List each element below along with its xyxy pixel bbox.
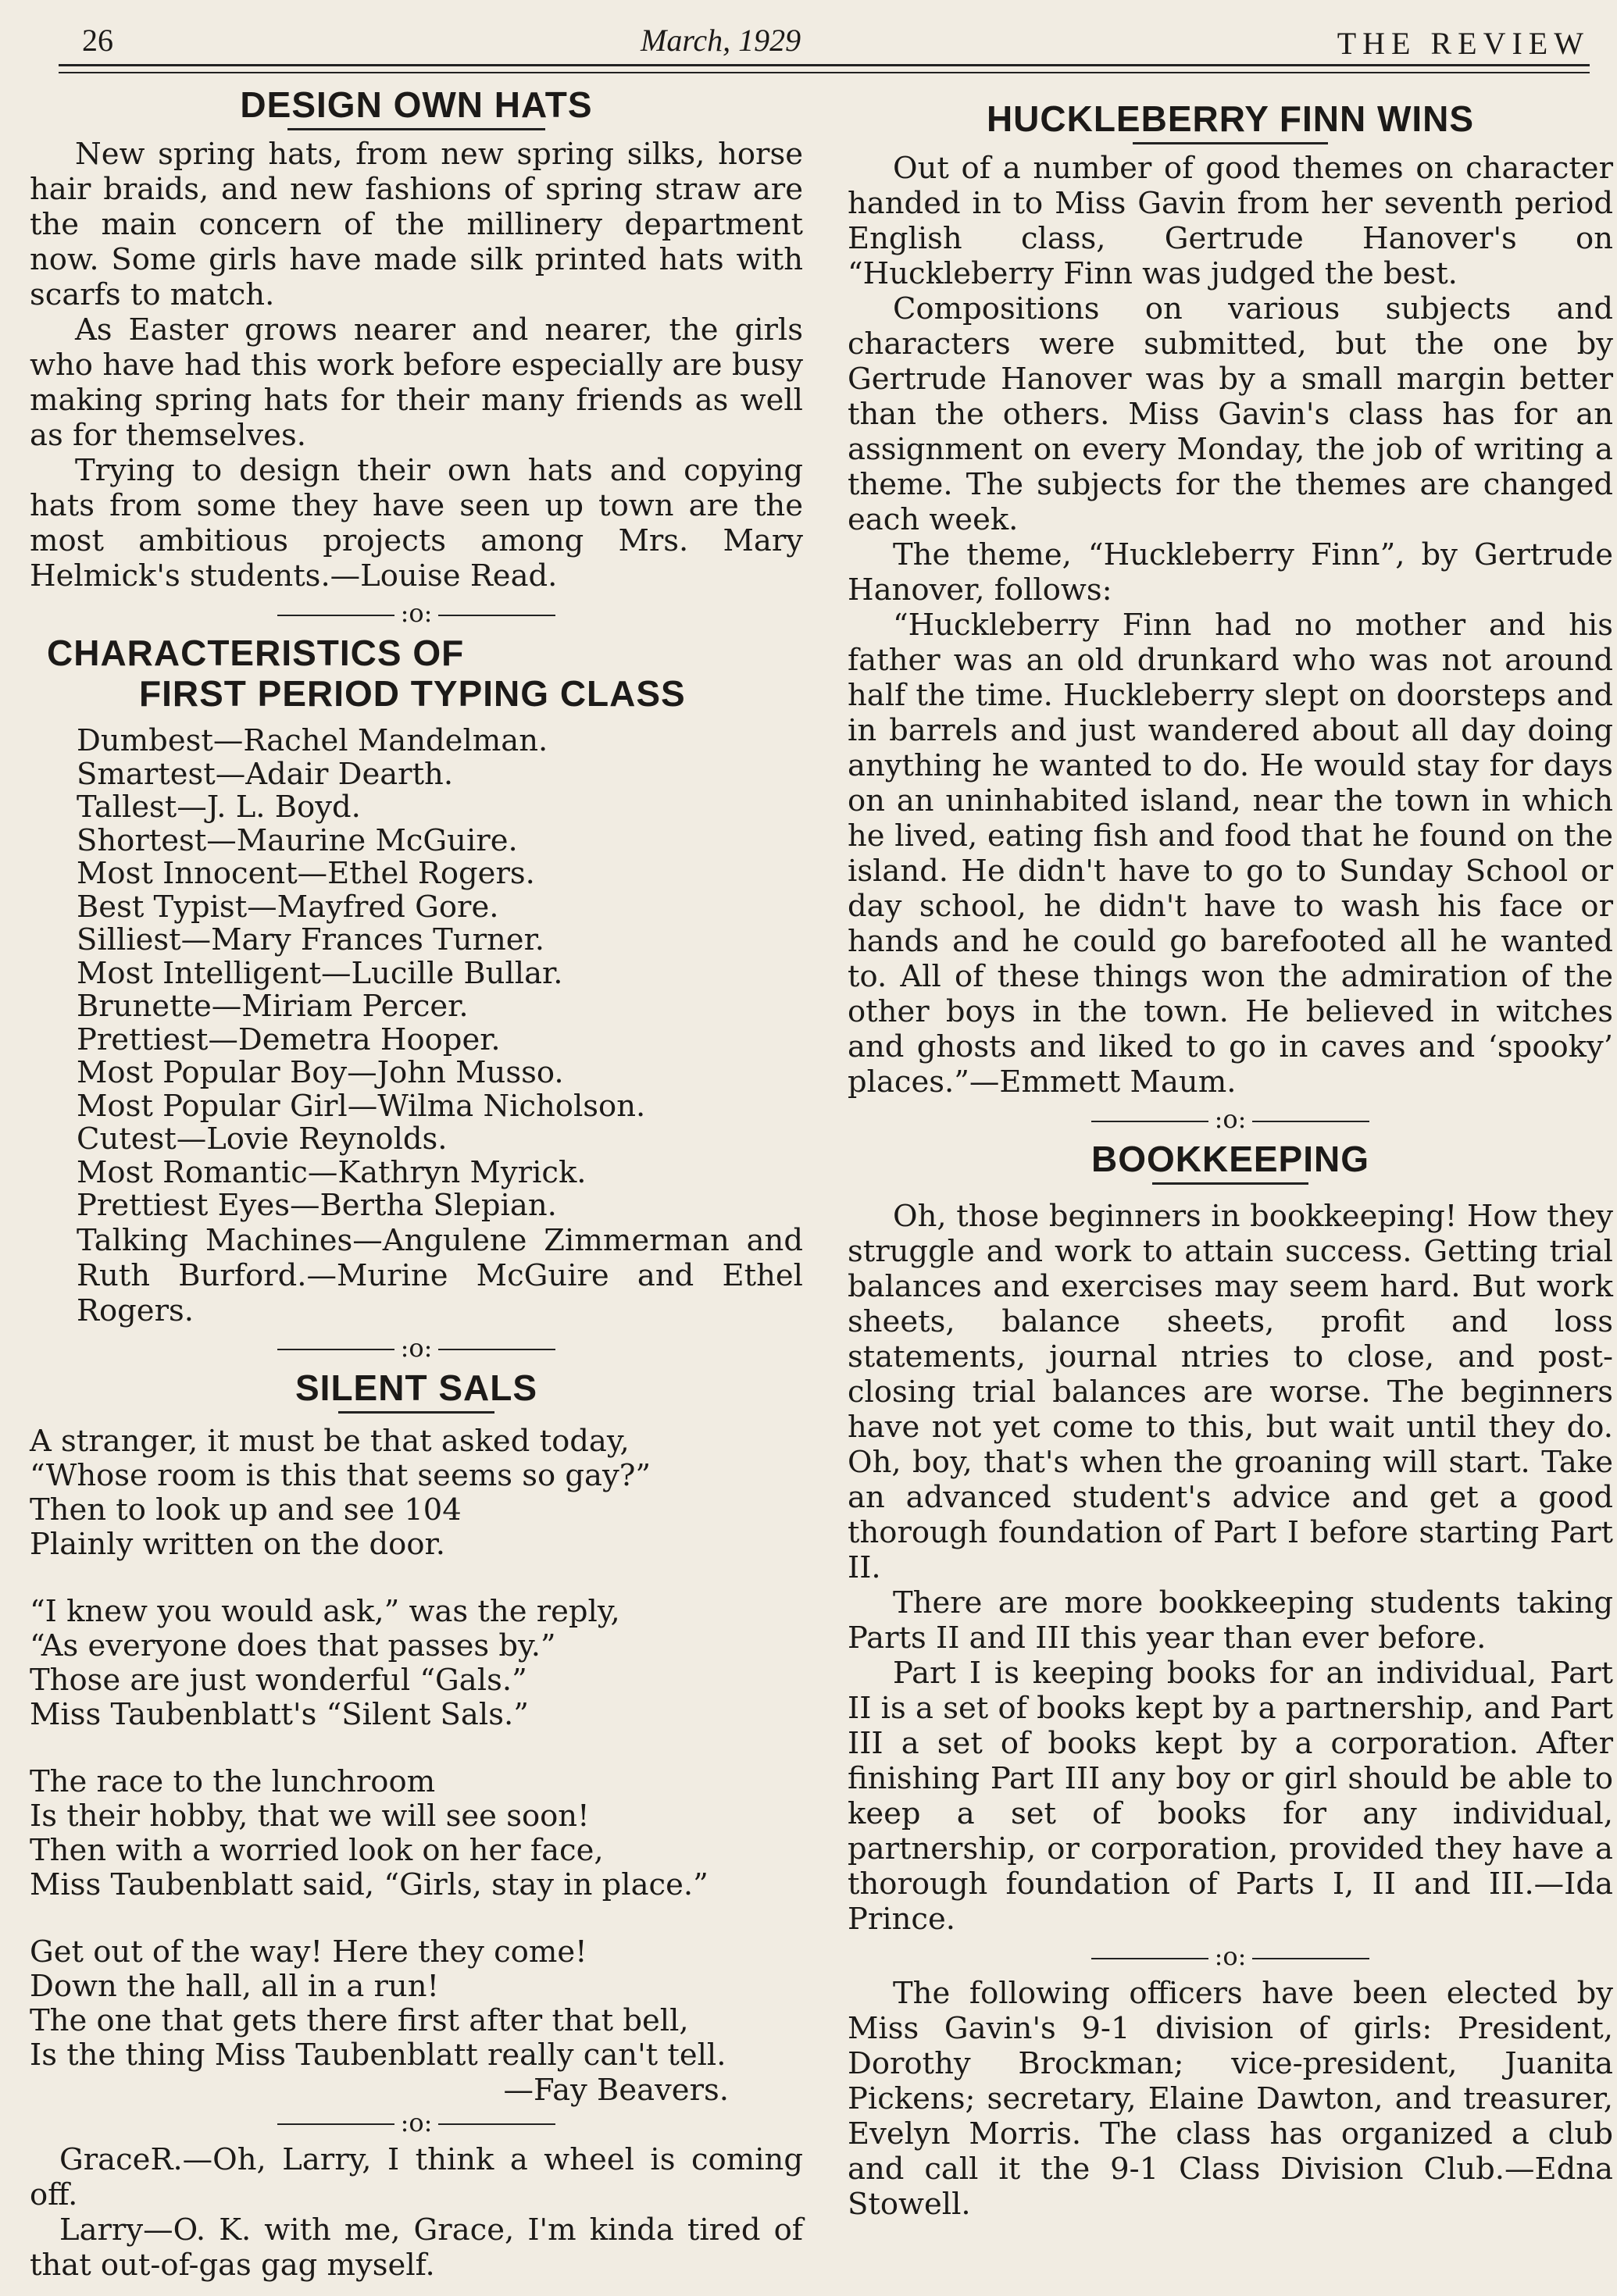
title-underline bbox=[1133, 142, 1328, 144]
list-item: Most Innocent—Ethel Rogers. bbox=[77, 856, 535, 891]
stanza bbox=[30, 1595, 803, 1732]
poem-line: The one that gets there first after that bell, bbox=[30, 2002, 689, 2038]
title-underline bbox=[338, 1411, 494, 1414]
title-underline bbox=[1152, 1182, 1308, 1185]
characteristics-list bbox=[77, 725, 803, 1223]
article-title: BOOKKEEPING bbox=[1090, 1139, 1370, 1179]
paragraph: Compositions on various subjects and characters were submitted, but the one by Gertrude Hanover was by a small margin better than the others. Miss Gavin's class has for an assignment on every Monday, the job of writing a theme. The subjects for the themes are changed each week. bbox=[848, 291, 1613, 537]
article-title: DESIGN OWN HATS bbox=[240, 84, 593, 125]
stanza bbox=[30, 1424, 803, 1562]
page-number: 26 bbox=[82, 23, 113, 58]
article-design-own-hats bbox=[30, 84, 803, 594]
list-item: Prettiest—Demetra Hooper. bbox=[77, 1021, 501, 1057]
poem-line: Is the thing Miss Taubenblatt really can't tell. bbox=[30, 2037, 726, 2073]
list-item: Silliest—Mary Frances Turner. bbox=[77, 922, 544, 957]
poem-line: A stranger, it must be that asked today, bbox=[30, 1423, 630, 1459]
poem-line: “Whose room is this that seems so gay?” bbox=[30, 1457, 651, 1493]
article-title-line2: FIRST PERIOD TYPING CLASS bbox=[139, 673, 686, 714]
section-separator: :o: bbox=[848, 1104, 1613, 1134]
paragraph: New spring hats, from new spring silks, horse hair braids, and new fashions of spring straw are the main concern of the millinery department now. Some girls have made silk printed hats with scarfs to match. bbox=[30, 137, 803, 312]
paragraph: As Easter grows nearer and nearer, the girls who have had this work before especially are busy making spring hats for their many friends as well as for themselves. bbox=[30, 312, 803, 453]
section-separator: :o: bbox=[30, 2108, 803, 2137]
section-separator: :o: bbox=[30, 598, 803, 628]
paragraph: There are more bookkeeping students taking Parts II and III this year than ever before. bbox=[848, 1585, 1613, 1656]
poem-line: Get out of the way! Here they come! bbox=[30, 1934, 587, 1970]
poem-title: SILENT SALS bbox=[294, 1367, 538, 1408]
poem-line: Miss Taubenblatt's “Silent Sals.” bbox=[30, 1696, 529, 1732]
poem-author: —Fay Beavers. bbox=[503, 2072, 729, 2108]
poem-line: Is their hobby, that we will see soon! bbox=[30, 1798, 590, 1834]
poem-silent-sals bbox=[30, 1367, 803, 2108]
section-separator: :o: bbox=[30, 1333, 803, 1363]
list-item: Shortest—Maurine McGuire. bbox=[77, 822, 518, 858]
paragraph: The following officers have been elected by Miss Gavin's 9-1 division of girls: President, Dorothy Brockman; vice-president, Juanita Pickens; secretary, Elaine Dawton, and treasurer, Evelyn Morris. The class has organized a club and call it the 9-1 Class Division Club.—Edna Stowell. bbox=[848, 1976, 1613, 2222]
list-item: Most Popular Girl—Wilma Nicholson. bbox=[77, 1088, 646, 1124]
list-item: Prettiest Eyes—Bertha Slepian. bbox=[77, 1188, 557, 1223]
poem-line: “As everyone does that passes by.” bbox=[30, 1628, 556, 1663]
paragraph: The theme, “Huckleberry Finn”, by Gertrude Hanover, follows: bbox=[848, 537, 1613, 608]
poem-line: Miss Taubenblatt said, “Girls, stay in place.” bbox=[30, 1866, 709, 1902]
poem-line: Then to look up and see 104 bbox=[30, 1492, 462, 1528]
dialog-line: GraceR.—Oh, Larry, I think a wheel is coming off. bbox=[30, 2141, 803, 2212]
joke-dialog bbox=[30, 2142, 803, 2283]
paragraph: Out of a number of good themes on character handed in to Miss Gavin from her seventh period English class, Gertrude Hanover's on “Huckleberry Finn was judged the best. bbox=[848, 151, 1613, 291]
poem-line: Plainly written on the door. bbox=[30, 1526, 445, 1562]
paragraph: “Huckleberry Finn had no mother and his father was an old drunkard who was not around half the time. Huckleberry slept on doorsteps and in barrels and just wandered about all day doing anything he wanted to do. He would stay for days on an uninhabited island, near the town in which he lived, eating fish and food that he found on the island. He didn't have to go to Sunday School or day school, he didn't have to wash his face or hands and he could go barefooted all he wanted to. All of these things won the admiration of the other boys in the town. He believed in witches and ghosts and liked to go in caves and ‘spooky’ places.”—Emmett Maum. bbox=[848, 608, 1613, 1100]
list-item: Brunette—Miriam Percer. bbox=[77, 989, 469, 1024]
poem-line: Then with a worried look on her face, bbox=[30, 1832, 604, 1868]
list-item: Smartest—Adair Dearth. bbox=[77, 756, 454, 792]
right-column bbox=[848, 84, 1613, 2222]
issue-date: March, 1929 bbox=[641, 23, 801, 58]
paragraph: Trying to design their own hats and copying hats from some they have seen up town are the most ambitious projects among Mrs. Mary Helmick's students.—Louise Read. bbox=[30, 453, 803, 594]
list-item: Dumbest—Rachel Mandelman. bbox=[77, 723, 548, 758]
list-item: Tallest—J. L. Boyd. bbox=[77, 790, 361, 825]
list-item-last: Talking Machines—Angulene Zimmerman and Ruth Burford.—Murine McGuire and Ethel Rogers. bbox=[77, 1222, 803, 1328]
section-separator: :o: bbox=[848, 1941, 1613, 1971]
stanza bbox=[30, 1765, 803, 1902]
list-item: Most Romantic—Kathryn Myrick. bbox=[77, 1154, 587, 1190]
left-column bbox=[30, 84, 803, 2283]
article-bookkeeping bbox=[848, 1139, 1613, 1937]
poem-line: The race to the lunchroom bbox=[30, 1763, 436, 1799]
article-officers bbox=[848, 1976, 1613, 2222]
title-underline bbox=[287, 128, 545, 130]
poem-line: “I knew you would ask,” was the reply, bbox=[30, 1593, 620, 1629]
list-item: Most Popular Boy—John Musso. bbox=[77, 1055, 564, 1090]
list-item: Most Intelligent—Lucille Bullar. bbox=[77, 955, 563, 991]
article-typing-class bbox=[30, 633, 803, 1328]
dialog-line: Larry—O. K. with me, Grace, I'm kinda tired of that out-of-gas gag myself. bbox=[30, 2212, 803, 2283]
article-title: HUCKLEBERRY FINN WINS bbox=[986, 98, 1475, 139]
article-title: CHARACTERISTICS OF bbox=[47, 633, 465, 673]
header-rule bbox=[59, 64, 1590, 66]
poem-body bbox=[30, 1424, 803, 2108]
paragraph: Oh, those beginners in bookkeeping! How they struggle and work to attain success. Getting trial balances and exercises may seem hard. But work sheets, balance sheets, profit and loss statements, journal ntries to close, and post-closing trial balances are worse. The beginners have not yet come to this, but wait until they do. Oh, boy, that's when the groaning will start. Take an advanced student's advice and get a good thorough foundation of Part I before starting Part II. bbox=[848, 1199, 1613, 1585]
article-huckleberry-finn bbox=[848, 98, 1613, 1100]
list-item: Best Typist—Mayfred Gore. bbox=[77, 889, 499, 925]
page-header bbox=[59, 14, 1590, 62]
list-item: Cutest—Lovie Reynolds. bbox=[77, 1121, 448, 1157]
poem-line: Down the hall, all in a run! bbox=[30, 1968, 439, 2004]
header-rule-thin bbox=[59, 72, 1590, 73]
paragraph: Part I is keeping books for an individual, Part II is a set of books kept by a partnership, and Part III a set of books kept by a corporation. After finishing Part III any boy or girl should be able to keep a set of books for any individual, partnership, or corporation, provided they have a thorough foundation of Parts I, II and III.—Ida Prince. bbox=[848, 1656, 1613, 1937]
publication-name: THE REVIEW bbox=[1337, 26, 1590, 61]
stanza bbox=[30, 1935, 803, 2073]
poem-line: Those are just wonderful “Gals.” bbox=[30, 1662, 527, 1698]
